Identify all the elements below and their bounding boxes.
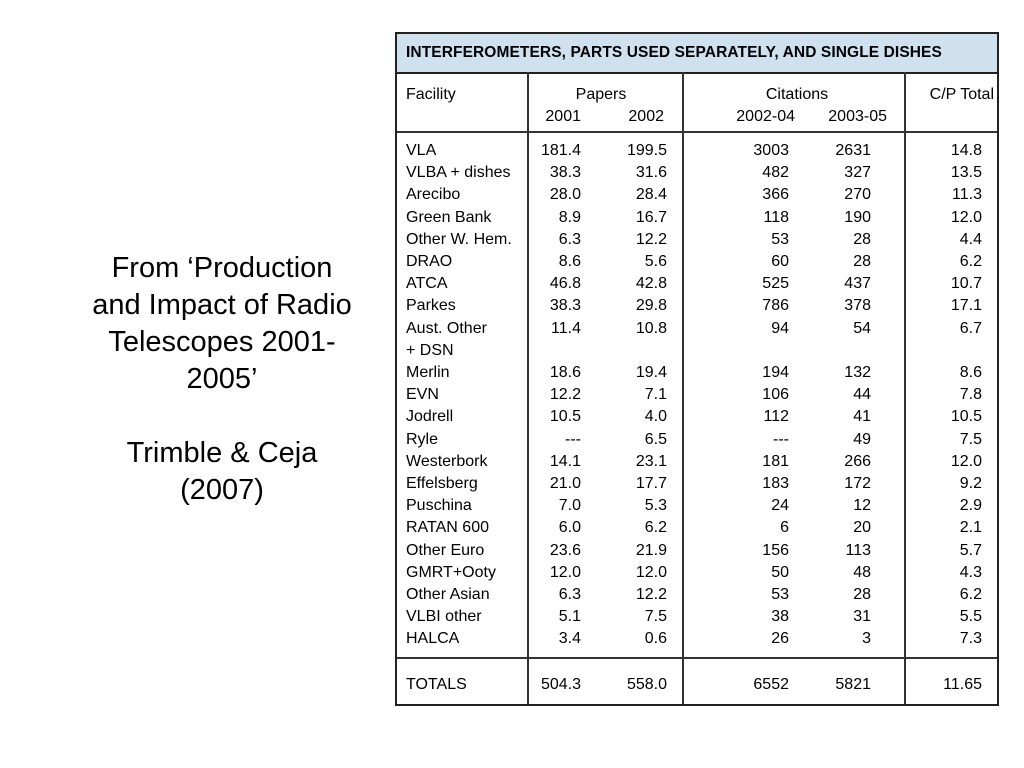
cell-cp-total: 2.9 [959,497,982,515]
cell-cp-total: 5.5 [959,608,982,626]
cell-facility: Aust. Other [406,319,487,337]
cell-citations-2003-05: 437 [844,275,871,293]
cell-papers-2001: 8.6 [558,253,581,270]
cell-papers-2002: 12.0 [635,563,667,581]
cell-papers-2002: 5.6 [644,253,667,270]
cell-citations-2003-05: 266 [844,452,871,470]
cell-citations-2003-05: 2631 [835,142,871,159]
cell-citations-2002-04: 525 [762,275,789,293]
cell-citations-2002-04: 194 [762,364,789,381]
cell-citations-2003-05: 49 [853,430,871,448]
table-row [397,273,997,295]
cell-citations-2002-04: 60 [771,253,789,270]
cell-papers-2002: 4.0 [644,408,667,426]
cell-cp-total: 6.7 [959,319,982,337]
table-row [397,318,997,340]
cell-cp-total: 11.3 [952,186,982,204]
table-row [397,229,997,251]
caption-line-2: and Impact of Radio [92,289,352,321]
header-citations: Citations [765,86,829,103]
cell-citations-2003-05: 28 [853,253,871,270]
table-row [397,295,997,317]
cell-citations-2003-05: 12 [853,497,871,515]
cell-cp-total: 8.6 [959,364,982,381]
cell-papers-2002: 21.9 [635,541,667,559]
slide-caption [62,250,382,509]
table-row [397,207,997,229]
cell-citations-2003-05: 190 [844,208,871,226]
cell-facility: Arecibo [406,186,461,204]
credit-line-1: Trimble & Ceja [126,437,318,469]
totals-divider [397,657,997,659]
cell-papers-2001: 3.4 [558,630,581,648]
cell-citations-2002-04: --- [773,430,789,448]
cell-facility: Other Asian [406,586,490,603]
cell-citations-2003-05: 172 [844,475,871,492]
header-papers: Papers [575,86,627,103]
cell-citations-2003-05: 28 [853,230,871,248]
table-row [397,162,997,184]
cell-cp-total: 12.0 [950,208,982,226]
cell-citations-2003-05: 113 [845,541,871,559]
cell-papers-2002: 12.2 [635,230,667,248]
cell-citations-2002-04: 50 [771,563,789,581]
table-row [397,384,997,406]
cell-facility: GMRT+Ooty [406,563,496,581]
table-row [397,473,997,495]
cell-citations-2002-04: 94 [771,319,789,337]
cell-citations-2002-04: 53 [771,586,789,603]
cell-cp-total: 17.1 [950,297,982,315]
cell-facility: DRAO [406,253,453,270]
cell-papers-2002: 19.4 [635,364,667,381]
cell-facility: Ryle [406,430,439,448]
cell-citations-2002-04: 482 [762,164,789,182]
table-row [397,184,997,206]
table-row [397,362,997,384]
cell-cp-total: 2.1 [959,519,982,537]
cell-citations-2003-05: 41 [853,408,871,426]
cell-facility: VLBA + dishes [406,164,511,182]
cell-citations-2003-05: 270 [844,186,871,204]
cell-citations-2002-04: 106 [762,386,789,404]
header-citations-2002-04: 2002-04 [736,108,795,125]
table-row [397,495,997,517]
cell-papers-2001: --- [565,430,581,448]
cell-cp-total: 10.7 [950,275,982,293]
cell-cp-total: 4.4 [959,230,982,248]
cell-papers-2002: 7.5 [644,608,667,626]
cell-papers-2002: 29.8 [635,297,667,315]
cell-papers-2002: 28.4 [635,186,667,204]
cell-citations-2003-05: 48 [853,563,871,581]
table-title: INTERFEROMETERS, PARTS USED SEPARATELY, AND SINGLE DISHES [397,34,997,74]
header-facility: Facility [406,86,456,103]
cell-papers-2001: 18.6 [549,364,581,381]
cell-citations-2002-04: 786 [762,297,789,315]
cell-papers-2001: 14.1 [549,452,581,470]
cell-papers-2002: 23.1 [635,452,667,470]
cell-papers-2002: 42.8 [635,275,667,293]
table-row [397,429,997,451]
cell-facility: Merlin [406,364,450,381]
cell-papers-2001: 38.3 [549,164,581,182]
cell-papers-2001: 21.0 [549,475,581,492]
cell-facility: RATAN 600 [406,519,489,537]
table-row [397,584,997,606]
cell-papers-2001: 11.4 [551,319,581,337]
cell-facility: Westerbork [406,452,488,470]
cell-citations-2002-04: 181 [762,452,789,470]
cell-cp-total: 12.0 [950,452,982,470]
totals-citations-2002-04: 6552 [753,676,789,693]
cell-papers-2001: 23.6 [549,541,581,559]
table-row [397,628,997,650]
cell-papers-2002: 5.3 [644,497,667,515]
caption-line-3: Telescopes 2001- [108,326,336,358]
table-row [397,517,997,539]
table-row [397,451,997,473]
table-row [397,606,997,628]
cell-facility: + DSN [406,341,454,359]
credit-line-2: (2007) [180,474,264,506]
cell-cp-total: 9.2 [959,475,982,492]
cell-papers-2001: 8.9 [558,208,581,226]
cell-citations-2003-05: 31 [853,608,871,626]
table-row [397,562,997,584]
cell-citations-2002-04: 6 [780,519,789,537]
header-cp-total: C/P Total [929,86,994,103]
table-row [397,406,997,428]
cell-facility: Other Euro [406,541,485,559]
cell-cp-total: 5.7 [959,541,982,559]
cell-papers-2001: 7.0 [558,497,581,515]
cell-papers-2001: 12.2 [549,386,581,404]
cell-papers-2002: 6.2 [644,519,667,537]
cell-papers-2002: 6.5 [644,430,667,448]
header-citations-2003-05: 2003-05 [828,108,887,125]
totals-citations-2003-05: 5821 [835,676,871,693]
cell-citations-2002-04: 118 [763,208,789,226]
cell-citations-2002-04: 3003 [753,142,789,159]
cell-citations-2002-04: 183 [762,475,789,492]
cell-papers-2001: 46.8 [549,275,581,293]
table-row [397,340,997,362]
telescope-table [395,32,999,706]
caption-line-1: From ‘Production [111,252,333,284]
cell-cp-total: 7.3 [959,630,982,648]
cell-facility: HALCA [406,630,460,648]
cell-cp-total: 14.8 [950,142,982,159]
cell-papers-2002: 16.7 [635,208,667,226]
table-row [397,140,997,162]
cell-citations-2003-05: 44 [853,386,871,404]
cell-cp-total: 7.8 [959,386,982,404]
cell-papers-2002: 7.1 [644,386,667,404]
cell-cp-total: 13.5 [950,164,982,182]
cell-papers-2002: 10.8 [635,319,667,337]
cell-papers-2002: 0.6 [644,630,667,648]
cell-citations-2002-04: 156 [762,541,789,559]
cell-cp-total: 6.2 [959,253,982,270]
cell-citations-2002-04: 26 [771,630,789,648]
cell-papers-2002: 31.6 [635,164,667,182]
cell-citations-2002-04: 24 [771,497,789,515]
cell-citations-2003-05: 132 [844,364,871,381]
cell-citations-2002-04: 112 [763,408,789,426]
cell-cp-total: 7.5 [959,430,982,448]
header-divider [397,131,997,133]
cell-papers-2001: 5.1 [558,608,581,626]
cell-facility: Other W. Hem. [406,230,512,248]
cell-papers-2001: 12.0 [549,563,581,581]
totals-papers-2002: 558.0 [626,676,667,693]
cell-papers-2001: 181.4 [540,142,581,159]
cell-citations-2003-05: 327 [844,164,871,182]
header-papers-2002: 2002 [628,108,664,125]
totals-papers-2001: 504.3 [540,676,581,693]
cell-citations-2003-05: 28 [853,586,871,603]
cell-facility: ATCA [406,275,448,293]
header-papers-2001: 2001 [545,108,581,125]
cell-papers-2001: 6.0 [558,519,581,537]
totals-label: TOTALS [406,676,467,693]
cell-papers-2001: 38.3 [549,297,581,315]
cell-citations-2003-05: 3 [862,630,871,648]
cell-facility: Puschina [406,497,472,515]
cell-citations-2003-05: 54 [853,319,871,337]
cell-facility: Parkes [406,297,456,315]
caption-line-4: 2005’ [186,363,258,395]
cell-papers-2002: 17.7 [635,475,667,492]
cell-facility: VLBI other [406,608,482,626]
cell-papers-2001: 10.5 [549,408,581,426]
totals-cp-total: 11.65 [943,676,982,693]
cell-cp-total: 10.5 [950,408,982,426]
table-row [397,251,997,273]
cell-papers-2001: 28.0 [549,186,581,204]
cell-facility: Green Bank [406,208,492,226]
cell-facility: Jodrell [406,408,454,426]
cell-papers-2002: 12.2 [635,586,667,603]
cell-facility: Effelsberg [406,475,478,492]
cell-citations-2002-04: 53 [771,230,789,248]
totals-row [397,674,997,696]
cell-cp-total: 4.3 [959,563,982,581]
cell-cp-total: 6.2 [959,586,982,603]
cell-papers-2001: 6.3 [558,230,581,248]
cell-citations-2003-05: 378 [844,297,871,315]
cell-facility: VLA [406,142,437,159]
cell-facility: EVN [406,386,439,404]
cell-papers-2002: 199.5 [626,142,667,159]
cell-citations-2002-04: 366 [762,186,789,204]
cell-citations-2002-04: 38 [771,608,789,626]
table-row [397,540,997,562]
cell-citations-2003-05: 20 [853,519,871,537]
cell-papers-2001: 6.3 [558,586,581,603]
